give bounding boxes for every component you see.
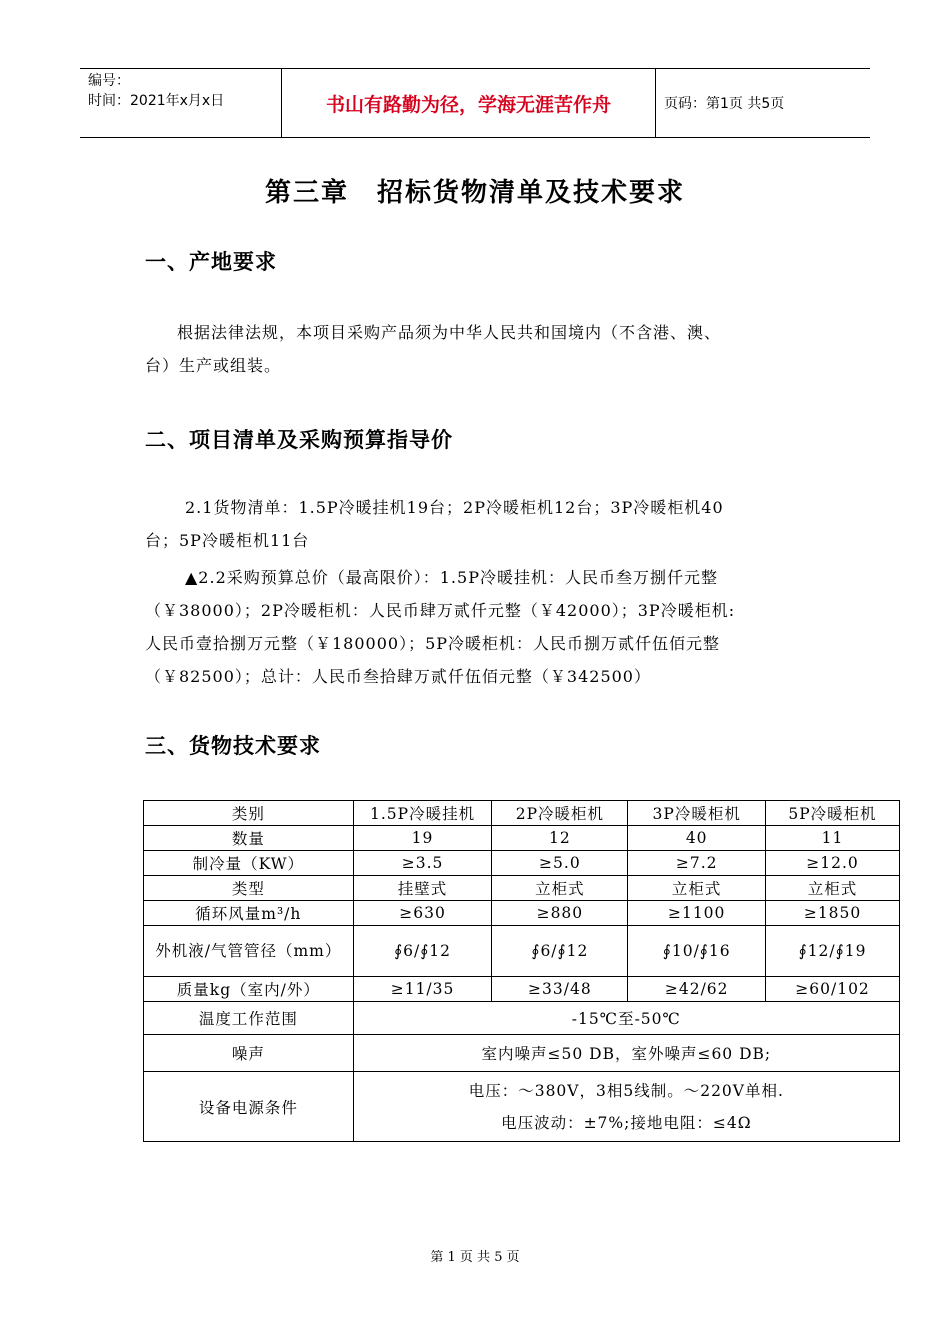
table-cell: ∮6/∮12: [353, 926, 492, 977]
origin-line: 台）生产或组装。: [145, 356, 282, 375]
row-label: 类型: [144, 876, 354, 901]
table-cell: ≥42/62: [628, 977, 766, 1002]
header-page-code: 页码：第1页 共5页: [664, 96, 785, 112]
row-label: 制冷量（KW）: [144, 851, 354, 876]
header-cell: 5P冷暖柜机: [766, 801, 900, 826]
power-line: 电压：～380V，3相5线制。～220V单相.: [468, 1081, 784, 1100]
noise-value: 室内噪声≤50 DB，室外噪声≤60 DB;: [353, 1035, 899, 1072]
page-header: [80, 68, 870, 138]
price-line: （￥38000）；2P冷暖柜机：人民币肆万贰仟元整（￥42000）；3P冷暖柜机:: [145, 601, 736, 620]
table-cell: ≥5.0: [492, 851, 628, 876]
table-row-noise: [144, 1035, 900, 1072]
power-line: 电压波动：±7%;接地电阻：≤4Ω: [501, 1113, 752, 1132]
table-cell: ≥1850: [766, 901, 900, 926]
table-cell: 12: [492, 826, 628, 851]
table-cell: ≥60/102: [766, 977, 900, 1002]
row-label: 噪声: [144, 1035, 354, 1072]
table-cell: 立柜式: [492, 876, 628, 901]
price-line: （￥82500）；总计：人民币叁拾肆万贰仟伍佰元整（￥342500）: [145, 667, 651, 686]
table-cell: 立柜式: [628, 876, 766, 901]
page-footer: 第 1 页 共 5 页: [430, 1250, 520, 1265]
row-label: 质量kg（室内/外）: [144, 977, 354, 1002]
row-label: 外机液/气管管径（mm）: [144, 926, 354, 977]
table-cell: 挂壁式: [353, 876, 492, 901]
section-heading-origin: 一、产地要求: [145, 250, 277, 274]
header-meta: [80, 69, 282, 137]
table-cell: 11: [766, 826, 900, 851]
price-line: ▲2.2采购预算总价（最高限价）：1.5P冷暖挂机：人民币叁万捌仟元整: [185, 568, 718, 587]
header-cell: 类别: [144, 801, 354, 826]
power-value: [353, 1072, 899, 1142]
table-row: [144, 901, 900, 926]
table-cell: ≥11/35: [353, 977, 492, 1002]
header-cell: 1.5P冷暖挂机: [353, 801, 492, 826]
table-row: [144, 926, 900, 977]
row-label: 数量: [144, 826, 354, 851]
header-motto: 书山有路勤为径，学海无涯苦作舟: [282, 69, 656, 137]
table-row: [144, 977, 900, 1002]
table-cell: ≥1100: [628, 901, 766, 926]
table-cell: 立柜式: [766, 876, 900, 901]
header-cell: 3P冷暖柜机: [628, 801, 766, 826]
row-label: 温度工作范围: [144, 1002, 354, 1035]
table-cell: ∮10/∮16: [628, 926, 766, 977]
row-label: 设备电源条件: [144, 1072, 354, 1142]
header-cell: 2P冷暖柜机: [492, 801, 628, 826]
price-line: 人民币壹拾捌万元整（￥180000）；5P冷暖柜机：人民币捌万贰仟伍佰元整: [145, 634, 721, 653]
table-cell: ≥3.5: [353, 851, 492, 876]
table-cell: ≥33/48: [492, 977, 628, 1002]
table-cell: ≥880: [492, 901, 628, 926]
table-cell: 40: [628, 826, 766, 851]
date-line: 时间：2021年x月x日: [88, 93, 225, 109]
budget-price-paragraph: [145, 561, 813, 693]
section-heading-tech: 三、货物技术要求: [145, 734, 321, 758]
spec-table: [143, 800, 900, 1142]
table-row: [144, 851, 900, 876]
goods-list-line: 台；5P冷暖柜机11台: [145, 531, 310, 550]
goods-list-line: 2.1货物清单：1.5P冷暖挂机19台；2P冷暖柜机12台；3P冷暖柜机40: [185, 498, 724, 517]
table-cell: ≥12.0: [766, 851, 900, 876]
table-cell: ≥630: [353, 901, 492, 926]
table-row: [144, 826, 900, 851]
section-heading-budget: 二、项目清单及采购预算指导价: [145, 428, 453, 452]
table-row-temperature: [144, 1002, 900, 1035]
number-label: 编号：: [88, 73, 130, 89]
table-cell: ∮6/∮12: [492, 926, 628, 977]
origin-line: 根据法律法规，本项目采购产品须为中华人民共和国境内（不含港、澳、: [177, 323, 722, 342]
table-cell: 19: [353, 826, 492, 851]
goods-list-paragraph: [145, 491, 813, 557]
origin-paragraph: [145, 316, 813, 382]
table-row-power: [144, 1072, 900, 1142]
table-cell: ∮12/∮19: [766, 926, 900, 977]
row-label: 循环风量m³/h: [144, 901, 354, 926]
temperature-value: -15℃至-50℃: [353, 1002, 899, 1035]
table-cell: ≥7.2: [628, 851, 766, 876]
table-row: [144, 876, 900, 901]
table-header-row: [144, 801, 900, 826]
chapter-title: 第三章 招标货物清单及技术要求: [264, 178, 685, 208]
